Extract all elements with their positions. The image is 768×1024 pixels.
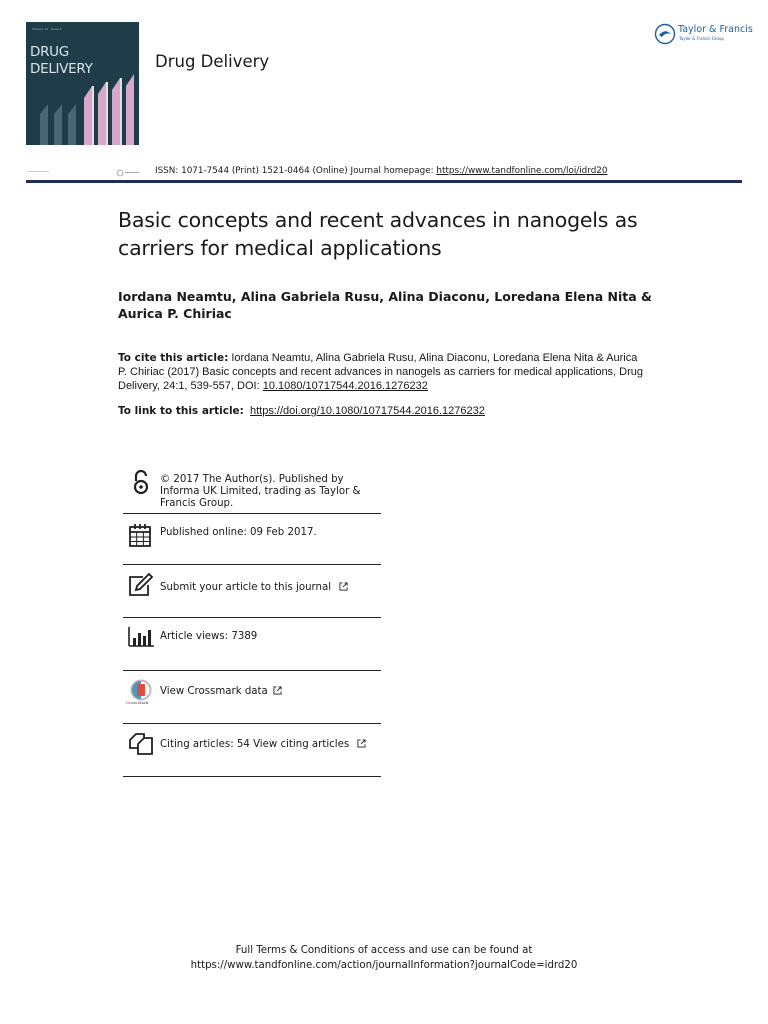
- cover-top-text: Volume 24 · Issue 1: [32, 27, 62, 31]
- published-date-text: Published online: 09 Feb 2017.: [160, 527, 317, 538]
- publisher-name: Taylor & Francis: [678, 24, 753, 35]
- citing-row[interactable]: [123, 724, 381, 777]
- external-link-icon: [273, 686, 282, 695]
- terms-footer: [0, 943, 768, 973]
- submit-article-link[interactable]: Submit your article to this journal: [160, 582, 385, 594]
- header-rule: [26, 180, 742, 183]
- open-access-icon: [127, 469, 155, 497]
- external-link-icon: [357, 739, 366, 748]
- cite-doi-link[interactable]: 10.1080/10717544.2016.1276232: [262, 380, 428, 392]
- view-crossmark-link[interactable]: View Crossmark data: [160, 686, 385, 698]
- journal-title[interactable]: Drug Delivery: [155, 52, 270, 71]
- published-row: [123, 514, 381, 565]
- license-row: [123, 467, 381, 514]
- cite-label: To cite this article:: [118, 352, 229, 364]
- article-title: Basic concepts and recent advances in nanogels as carriers for medical applications: [118, 208, 638, 260]
- citation-block: [118, 351, 648, 393]
- article-link-line: [118, 405, 678, 417]
- submit-row[interactable]: [123, 565, 381, 618]
- edit-icon: [127, 572, 155, 600]
- views-row: [123, 618, 381, 671]
- journal-cover: [26, 22, 139, 145]
- crossmark-row[interactable]: [123, 671, 381, 724]
- citing-articles-link[interactable]: Citing articles: 54 View citing articles: [160, 739, 385, 751]
- cover-stripes-graphic: [26, 22, 139, 145]
- footer-terms-link[interactable]: https://www.tandfonline.com/action/journalInformation?journalCode=idrd20: [190, 960, 578, 971]
- footer-line-1: Full Terms & Conditions of access and use can be found at: [235, 945, 533, 956]
- external-link-icon: [339, 582, 348, 591]
- small-publisher-icon: [116, 169, 140, 177]
- bar-chart-icon: [127, 624, 155, 652]
- article-doi-link[interactable]: https://doi.org/10.1080/10717544.2016.1276232: [250, 405, 485, 417]
- cite-text: Iordana Neamtu, Alina Gabriela Rusu, Alina Diaconu, Loredana Elena Nita & Aurica P. Chiriac (2017) Basic concepts and recent advances in nanogels as carriers for medical applications, Drug Delivery, 24:1, 539-557, DOI:: [118, 352, 644, 392]
- issn-line: ISSN: 1071-7544 (Print) 1521-0464 (Online) Journal homepage: https://www.tandfonline.com/loi/idrd20: [155, 166, 608, 176]
- calendar-icon: [127, 522, 155, 550]
- crossmark-logo-text: CrossMark: [126, 700, 149, 705]
- publisher-subtitle: Taylor & Francis Group: [679, 36, 724, 41]
- journal-homepage-link[interactable]: https://www.tandfonline.com/loi/idrd20: [436, 166, 608, 176]
- license-text: © 2017 The Author(s). Published by Informa UK Limited, trading as Taylor & Francis Group.: [160, 474, 361, 509]
- article-views-text: Article views: 7389: [160, 631, 258, 642]
- citing-articles-icon: [127, 731, 155, 759]
- taylor-francis-logo-icon: [654, 22, 676, 46]
- article-authors[interactable]: Iordana Neamtu, Alina Gabriela Rusu, Alina Diaconu, Loredana Elena Nita & Aurica P. Chiriac: [118, 289, 652, 321]
- cover-title: DRUG DELIVERY: [30, 44, 93, 77]
- link-label: To link to this article:: [118, 405, 244, 417]
- divider-mark: [27, 171, 49, 172]
